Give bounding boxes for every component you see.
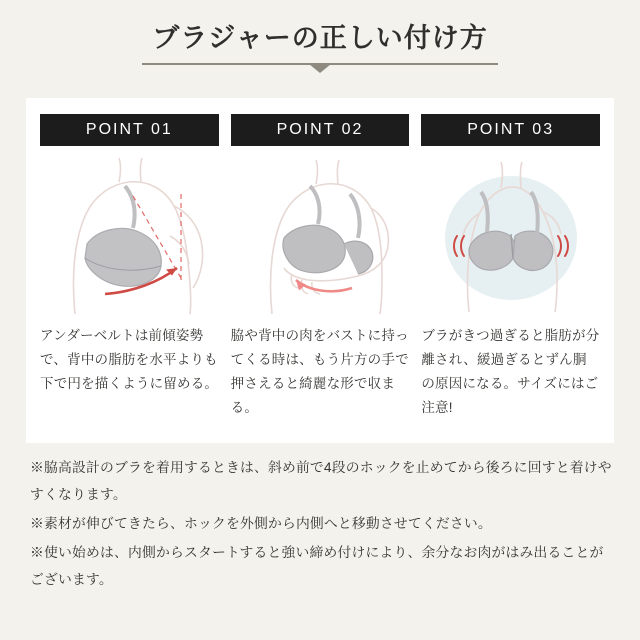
note-item: ※素材が伸びてきたら、ホックを外側から内側へと移動させてください。 (30, 515, 492, 531)
title-arrow-icon (309, 64, 331, 73)
notes-area (30, 455, 616, 595)
point-column-3 (421, 114, 600, 433)
point-caption-2: 脇や背中の肉をバストに持ってくる時は、もう片方の手で押さえると綺麗な形で収まる。 (230, 328, 409, 416)
point-figure-2 (231, 152, 410, 320)
point-label-3: POINT 03 (421, 114, 600, 146)
points-panel (26, 98, 614, 443)
note-item: ※使い始めは、内側からスタートすると強い締め付けにより、余分なお肉がはみ出ることがございます。 (30, 544, 604, 587)
point-figure-1 (40, 152, 219, 320)
point-label-1: POINT 01 (40, 114, 219, 146)
point-caption-1: アンダーベルトは前傾姿勢で、背中の脂肪を水平よりも下で円を描くように留める。 (40, 328, 219, 392)
point-label-2: POINT 02 (231, 114, 410, 146)
note-item: ※脇高設計のブラを着用するときは、斜め前で4段のホックを止めてから後ろに回すと着けやすくなります。 (30, 460, 612, 502)
point-figure-3 (421, 152, 600, 320)
point-column-1 (40, 114, 219, 433)
point-column-2 (231, 114, 410, 433)
point-caption-3: ブラがきつ過ぎると脂肪が分離され、緩過ぎるとずん胴の原因になる。サイズにはご注意! (421, 328, 600, 416)
page-title: ブラジャーの正しい付け方 (142, 22, 497, 65)
title-area (0, 0, 640, 74)
